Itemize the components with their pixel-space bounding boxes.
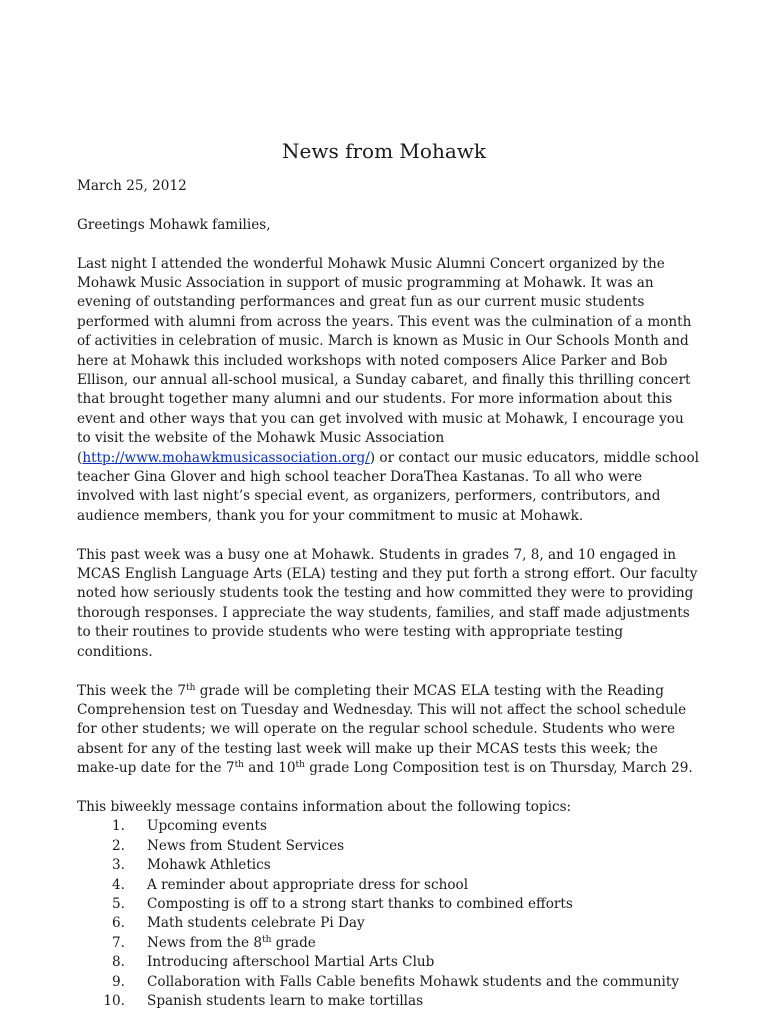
paragraph-mcas-testing: This past week was a busy one at Mohawk. Students in grades 7, 8, and 10 engaged in MCAS English Language Arts (ELA) testing and they put forth a strong effort. Our faculty noted how seriously students took the testing and how committed they were to providing thorough responses. I appreciate the way students, families, and staff made adjustments to their routines to provide students who were testing with appropriate testing conditions. <box>77 546 698 660</box>
list-item: 4. A reminder about appropriate dress for school <box>112 876 469 893</box>
letter-date: March 25, 2012 <box>77 178 187 194</box>
list-item: 5. Composting is off to a strong start thanks to combined efforts <box>112 895 573 912</box>
list-item: 3. Mohawk Athletics <box>112 857 271 874</box>
list-item: 6. Math students celebrate Pi Day <box>112 915 365 932</box>
list-item: 9. Collaboration with Falls Cable benefits Mohawk students and the community <box>112 973 680 990</box>
list-item: 1. Upcoming events <box>112 818 267 835</box>
ordinal-suffix: th <box>295 760 305 771</box>
page-title: News from Mohawk <box>282 139 486 163</box>
list-item: 10. Spanish students learn to make tortillas <box>103 992 424 1009</box>
paragraph-text: ) or contact our music educators, middle school teacher Gina Glover and high school teacher DoraThea Kastanas. To all who were involved with last night’s special event, as organizers, performers, contributors, and audience members, thank you for your commitment to music at Mohawk. <box>77 449 699 524</box>
paragraph-text: Last night I attended the wonderful Mohawk Music Alumni Concert organized by the Mohawk Music Association in support of music programming at Mohawk. It was an evening of outstanding performances and great fun as our current music students performed with alumni from across the years. This event was the culmination of a month of activities in celebration of music. March is known as Music in Our Schools Month and here at Mohawk this included workshops with noted composers Alice Parker and Bob Ellison, our annual all-school musical, a Sunday cabaret, and finally this thrilling concert that brought together many alumni and our students. For more information about this event and other ways that you can get involved with music at Mohawk, I encourage you to visit the website of the Mohawk Music Association ( <box>77 255 692 466</box>
ordinal-suffix: th <box>185 682 196 693</box>
list-item: 8. Introducing afterschool Martial Arts Club <box>112 954 435 971</box>
ordinal-suffix: th <box>234 760 244 771</box>
list-item: 2. News from Student Services <box>112 837 345 854</box>
ordinal-suffix: th <box>262 934 272 945</box>
letter-greeting: Greetings Mohawk families, <box>77 216 271 233</box>
topics-list <box>77 817 701 1011</box>
paragraph-testing-schedule: This week the 7th grade will be completing their MCAS ELA testing with the Reading Comprehension test on Tuesday and Wednesday. This will not affect the school schedule for other students; we will operate on the regular school schedule. Students who were absent for any of the testing last week will make up their MCAS tests this week; the make-up date for the 7th and 10th grade Long Composition test is on Thursday, March 29. <box>77 682 693 777</box>
music-association-link[interactable]: http://www.mohawkmusicassociation.org/ <box>82 449 370 466</box>
paragraph-music-concert <box>77 255 701 527</box>
list-item: 7. News from the 8th grade <box>112 934 316 951</box>
letter-body <box>77 177 701 1011</box>
topics-intro: This biweekly message contains information about the following topics: <box>77 798 572 815</box>
